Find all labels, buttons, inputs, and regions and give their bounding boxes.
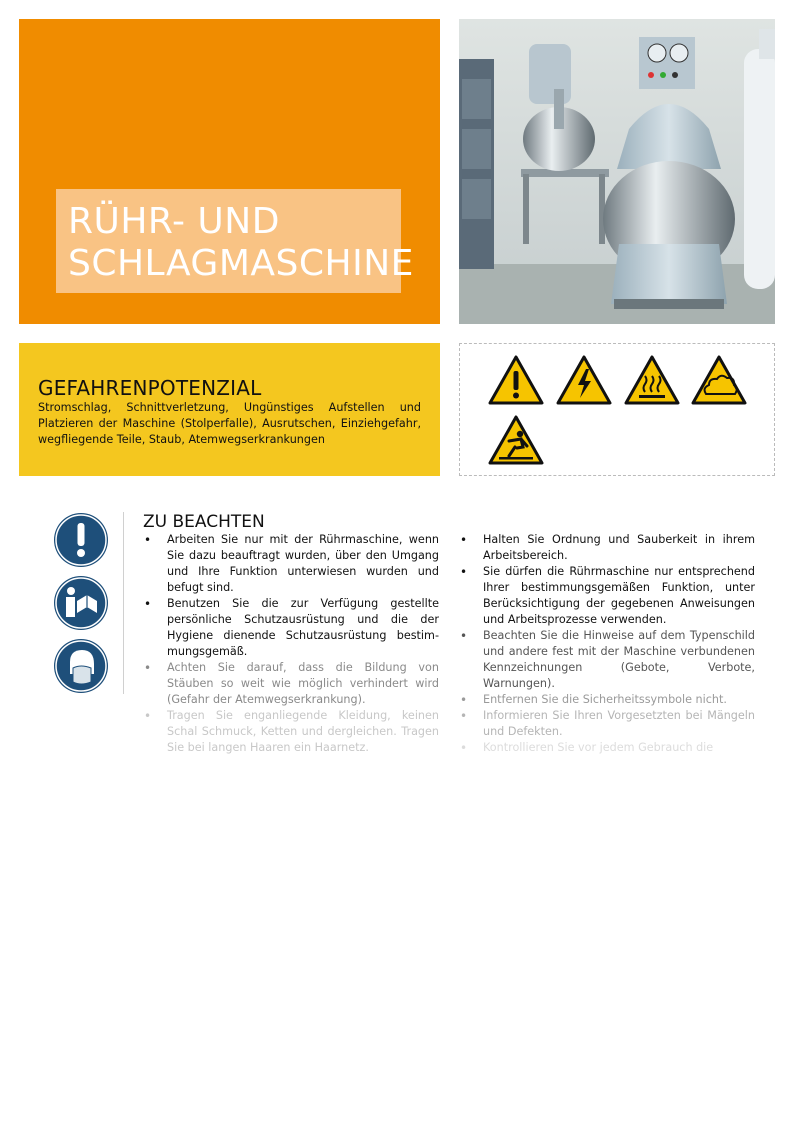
general-mandatory-icon xyxy=(53,512,109,568)
list-item: • Beachten Sie die Hinweise auf dem Typenschild und andere fest mit der Maschine verbundenen Kennzeichnungen (Gebote, Verbote, Warnungen). xyxy=(459,628,755,692)
list-item: • Sie dürfen die Rührmaschine nur entsprechend Ihrer bestimmungsgemäßen Funktion, unter Berücksichtigung der gegebenen Anweisungen und Arbeitsprozesse verwenden. xyxy=(459,564,755,628)
title-box xyxy=(56,189,414,293)
general-warning-icon xyxy=(487,354,545,406)
list-item: • Halten Sie Ordnung und Sauberkeit in ihrem Arbeitsbereich. xyxy=(459,532,755,564)
dust-warning-icon xyxy=(690,354,748,406)
trip-hazard-warning-icon xyxy=(487,414,545,466)
list-item: • Entfernen Sie die Sicherheitssymbole nicht. xyxy=(459,692,755,708)
read-manual-icon xyxy=(53,575,109,631)
list-item: • Benutzen Sie die zur Verfügung gestellte persönliche Schutzausrüstung und die der Hygiene dienende Schutzausrüstung bestimmungsgemäß. xyxy=(143,596,439,660)
list-item: • Tragen Sie enganliegende Kleidung, keinen Schal Schmuck, Ketten und dergleichen. Tragen Sie bei langen Haaren ein Haarnetz. xyxy=(143,708,439,756)
notes-heading: ZU BEACHTEN xyxy=(143,512,265,532)
list-item: • Informieren Sie Ihren Vorgesetzten bei Mängeln und Defekten. xyxy=(459,708,755,740)
list-item: • Achten Sie darauf, dass die Bildung von Stäuben so weit wie möglich verhindert wird (Gefahr der Atemwegserkrankung). xyxy=(143,660,439,708)
machine-photo xyxy=(459,19,775,324)
notes-column-left xyxy=(143,532,439,757)
divider xyxy=(123,512,124,694)
mixer-photo-illustration xyxy=(459,19,775,324)
hazard-description: Stromschlag, Schnittverletzung, Ungünstiges Aufstellen und Platzieren der Maschine (Stolperfalle), Ausrutschen, Einziehgefahr, wegfliegende Teile, Staub, Atemwegserkrankungen xyxy=(38,401,421,446)
hot-surface-warning-icon xyxy=(623,354,681,406)
wear-mask-icon xyxy=(53,638,109,694)
hazard-heading: GEFAHRENPOTENZIAL xyxy=(38,376,262,400)
header-block xyxy=(19,19,440,324)
electricity-warning-icon xyxy=(555,354,613,406)
notes-column-right xyxy=(459,532,755,757)
page-title: RÜHR- UND SCHLAGMASCHINE xyxy=(68,201,414,284)
hazard-panel xyxy=(19,343,440,476)
warning-signs-panel xyxy=(459,343,775,476)
list-item: • Kontrollieren Sie vor jedem Gebrauch die xyxy=(459,740,755,756)
list-item: • Arbeiten Sie nur mit der Rührmaschine, wenn Sie dazu beauftragt wurden, über den Umgang und Ihre Funktion unterwiesen wurden und befugt sind. xyxy=(143,532,439,596)
